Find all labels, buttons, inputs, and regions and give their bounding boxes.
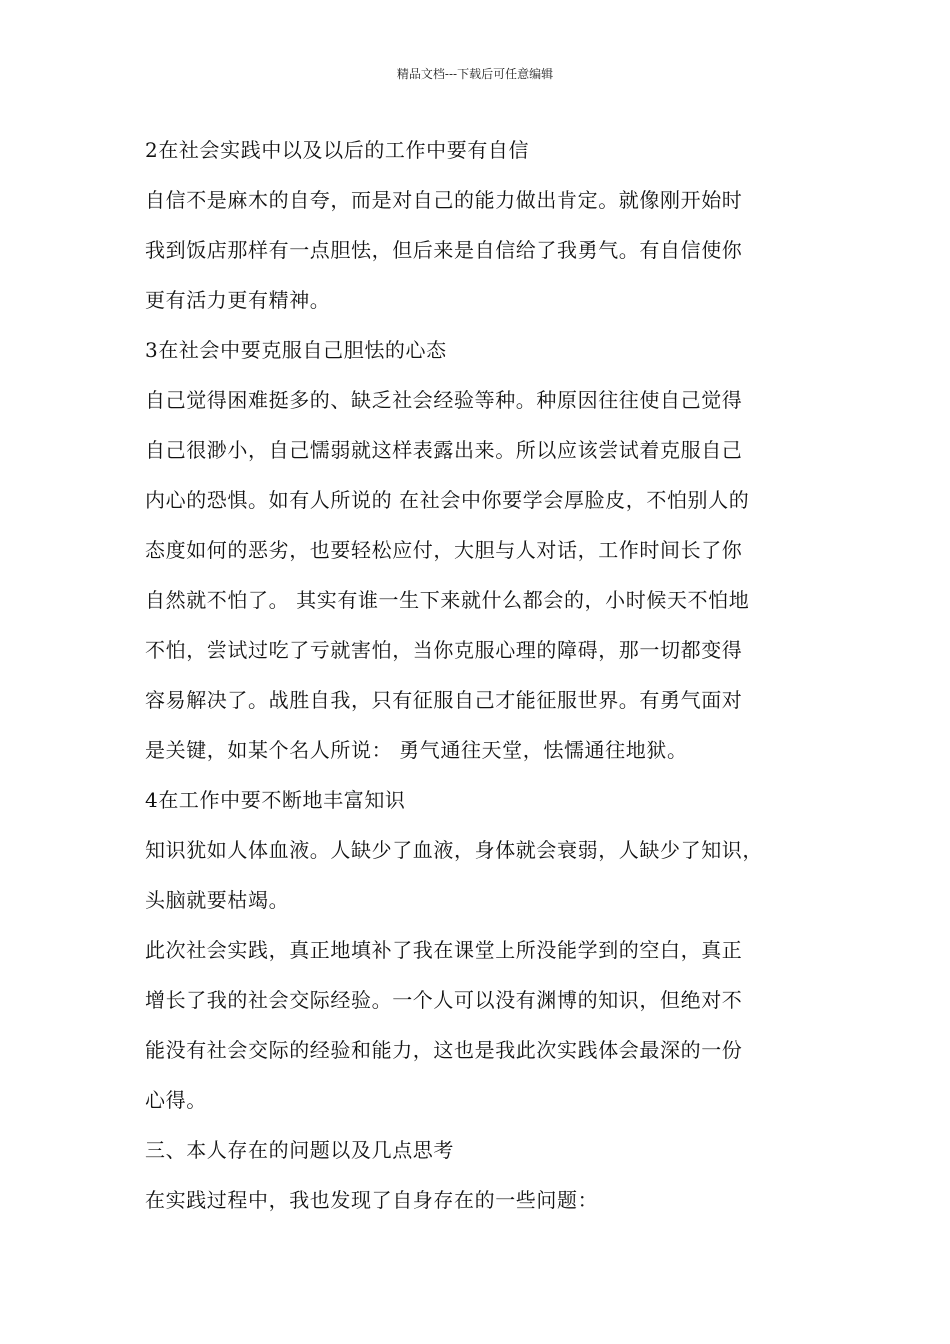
body-text-line: 头脑就要枯竭。 <box>145 888 290 912</box>
body-text-line: 自己很渺小，自己懦弱就这样表露出来。所以应该尝试着克服自己 <box>145 438 743 462</box>
body-text-line: 心得。 <box>145 1088 207 1112</box>
body-text-line: 是关键，如某个名人所说： 勇气通往天堂，怯懦通往地狱。 <box>145 738 688 762</box>
body-text-line: 内心的恐惧。如有人所说的 在社会中你要学会厚脸皮，不怕别人的 <box>145 488 750 512</box>
body-text-line: 更有活力更有精神。 <box>145 288 331 312</box>
section-heading-problems: 三、本人存在的问题以及几点思考 <box>145 1138 454 1162</box>
body-text-line: 此次社会实践，真正地填补了我在课堂上所没能学到的空白，真正 <box>145 938 743 962</box>
section-heading-knowledge: 4在工作中要不断地丰富知识 <box>145 788 406 812</box>
body-text-line: 在实践过程中，我也发现了自身存在的一些问题： <box>145 1188 599 1212</box>
body-text-line: 自信不是麻木的自夸，而是对自己的能力做出肯定。就像刚开始时 <box>145 188 743 212</box>
section-heading-overcome-timidity: 3在社会中要克服自己胆怯的心态 <box>145 338 447 362</box>
body-text-line: 自然就不怕了。 其实有谁一生下来就什么都会的，小时候天不怕地 <box>145 588 750 612</box>
body-text-line: 增长了我的社会交际经验。一个人可以没有渊博的知识，但绝对不 <box>145 988 743 1012</box>
body-text-line: 我到饭店那样有一点胆怯，但后来是自信给了我勇气。有自信使你 <box>145 238 743 262</box>
body-text-line: 不怕，尝试过吃了亏就害怕，当你克服心理的障碍，那一切都变得 <box>145 638 743 662</box>
page-header: 精品文档---下载后可任意编辑 <box>396 67 554 81</box>
body-text-line: 能没有社会交际的经验和能力，这也是我此次实践体会最深的一份 <box>145 1038 743 1062</box>
body-text-line: 容易解决了。战胜自我，只有征服自己才能征服世界。有勇气面对 <box>145 688 743 712</box>
body-text-line: 自己觉得困难挺多的、缺乏社会经验等种。种原因往往使自己觉得 <box>145 388 743 412</box>
body-text-line: 态度如何的恶劣，也要轻松应付，大胆与人对话，工作时间长了你 <box>145 538 743 562</box>
body-text-line: 知识犹如人体血液。人缺少了血液，身体就会衰弱，人缺少了知识， <box>145 838 763 862</box>
section-heading-confidence: 2在社会实践中以及以后的工作中要有自信 <box>145 138 530 162</box>
